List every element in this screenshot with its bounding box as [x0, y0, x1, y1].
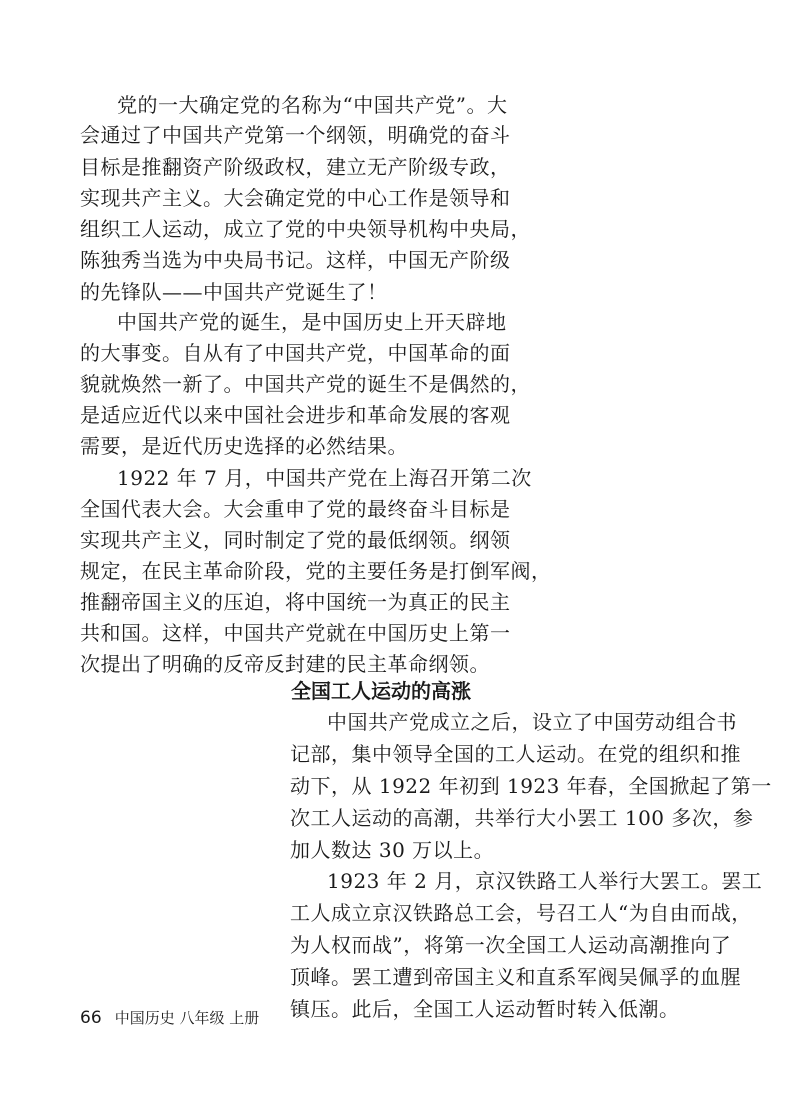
paragraph-line: 组织工人运动，成立了党的中央领导机构中央局，: [80, 217, 531, 241]
paragraph-line: 共和国。这样，中国共产党就在中国历史上第一: [80, 621, 511, 645]
paragraph-line: 为人权而战”，将第一次全国工人运动高潮推向了: [290, 933, 732, 957]
paragraph-line: 的大事变。自从有了中国共产党，中国革命的面: [80, 341, 511, 365]
paragraph-line: 规定，在民主革命阶段，党的主要任务是打倒军阀，: [80, 559, 552, 583]
paragraph-line: 记部，集中领导全国的工人运动。在党的组织和推: [290, 742, 741, 766]
paragraph-line: 是适应近代以来中国社会进步和革命发展的客观: [80, 403, 511, 427]
page-footer: [80, 1008, 259, 1028]
paragraph-line: 的先锋队——中国共产党诞生了！: [80, 280, 388, 304]
paragraph-line: 动下，从 1922 年初到 1923 年春，全国掀起了第一: [290, 774, 772, 798]
paragraph-line: 推翻帝国主义的压迫，将中国统一为真正的民主: [80, 590, 511, 614]
paragraph-line: 中国共产党成立之后，设立了中国劳动组合书: [327, 710, 737, 734]
paragraph-line: 顶峰。罢工遭到帝国主义和直系军阀吴佩孚的血腥: [290, 965, 741, 989]
paragraph-line: 中国共产党的诞生，是中国历史上开天辟地: [117, 310, 507, 334]
paragraph-line: 需要，是近代历史选择的必然结果。: [80, 434, 408, 458]
paragraph-line: 陈独秀当选为中央局书记。这样，中国无产阶级: [80, 248, 511, 272]
book-title: 中国历史 八年级 上册: [114, 1009, 260, 1027]
paragraph-line: 实现共产主义。大会确定党的中心工作是领导和: [80, 186, 511, 210]
paragraph-line: 全国代表大会。大会重申了党的最终奋斗目标是: [80, 497, 511, 521]
paragraph-line: 次提出了明确的反帝反封建的民主革命纲领。: [80, 652, 490, 676]
paragraph-line: 貌就焕然一新了。中国共产党的诞生不是偶然的，: [80, 372, 531, 396]
paragraph-line: 1923 年 2 月，京汉铁路工人举行大罢工。罢工: [327, 869, 763, 893]
section-heading: 全国工人运动的高涨: [291, 679, 471, 703]
paragraph-line: 镇压。此后，全国工人运动暂时转入低潮。: [290, 997, 680, 1021]
page-number: 66: [80, 1008, 102, 1028]
paragraph-line: 党的一大确定党的名称为“中国共产党”。大: [117, 93, 508, 117]
paragraph-line: 1922 年 7 月，中国共产党在上海召开第二次: [117, 466, 532, 490]
paragraph-line: 实现共产主义，同时制定了党的最低纲领。纲领: [80, 528, 511, 552]
paragraph-line: 目标是推翻资产阶级政权，建立无产阶级专政，: [80, 155, 511, 179]
paragraph-line: 次工人运动的高潮，共举行大小罢工 100 多次，参: [290, 806, 754, 830]
paragraph-line: 会通过了中国共产党第一个纲领，明确党的奋斗: [80, 123, 511, 147]
paragraph-line: 加人数达 30 万以上。: [290, 838, 495, 862]
paragraph-line: 工人成立京汉铁路总工会，号召工人“为自由而战，: [290, 901, 752, 925]
